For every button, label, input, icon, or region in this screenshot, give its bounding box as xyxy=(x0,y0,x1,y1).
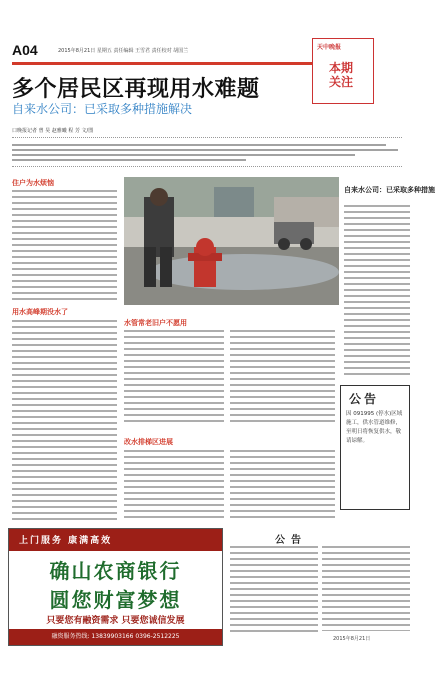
article-column-text xyxy=(344,205,410,375)
article-column-text xyxy=(124,330,224,425)
article-subhead: 自来水公司：已采取多种措施解决 xyxy=(12,102,193,116)
article-column-text xyxy=(12,320,117,520)
article-byline: 口晚报记者 曾 昊 赵雅曦 程 芳 文/图 xyxy=(12,128,94,134)
section-heading: 自来水公司：已采取多种措施 xyxy=(344,186,435,194)
section-heading: 改水排梯区进展 xyxy=(124,438,173,446)
article-column-text xyxy=(230,450,335,520)
notice-body: 因 091995 (停水)区域施工，供水管道维修，至明日将恢复供水，敬请谅解。 xyxy=(346,411,403,444)
dateline: 2015年8月21日 星期五 责任编辑 王雪君 责任校对 胡国兰 xyxy=(58,48,189,54)
notice2-date: 2015年8月21日 xyxy=(333,636,371,642)
header-rule xyxy=(12,62,312,65)
article-column-text xyxy=(12,190,117,302)
ad-bank-name: 确山农商银行 xyxy=(49,559,182,583)
ad-top-band xyxy=(9,529,222,551)
section-heading: 用水高峰期没水了 xyxy=(12,308,68,316)
notice-box xyxy=(340,385,410,510)
notice2-title: 公告 xyxy=(275,535,307,546)
article-column-text xyxy=(124,450,224,520)
notice2-text xyxy=(230,546,318,636)
ad-slogan-bottom: 只要您有融资需求 只要您诚信发展 xyxy=(46,616,185,626)
article-headline: 多个居民区再现用水难题 xyxy=(12,77,260,102)
ad-slogan-top: 上门服务 康满高效 xyxy=(19,536,113,546)
ad-tagline: 圆您财富梦想 xyxy=(49,588,182,612)
section-heading: 水管常老旧户不愿用 xyxy=(124,319,187,327)
article-lead xyxy=(12,137,402,167)
bank-advertisement xyxy=(8,528,223,646)
article-column-text xyxy=(230,330,335,425)
section-badge xyxy=(312,38,374,104)
ad-hotline: 融资服务热线: 13839903166 0396-2512225 xyxy=(9,629,222,645)
notice2-text xyxy=(322,546,410,631)
page-number: A04 xyxy=(12,42,38,58)
section-heading: 住户为水烦恼 xyxy=(12,179,54,187)
section-title: 本期关注 xyxy=(328,61,353,89)
article-photo xyxy=(124,177,339,305)
paper-name: 天中晚报 xyxy=(317,44,342,51)
notice-title: 公告 xyxy=(349,392,380,406)
